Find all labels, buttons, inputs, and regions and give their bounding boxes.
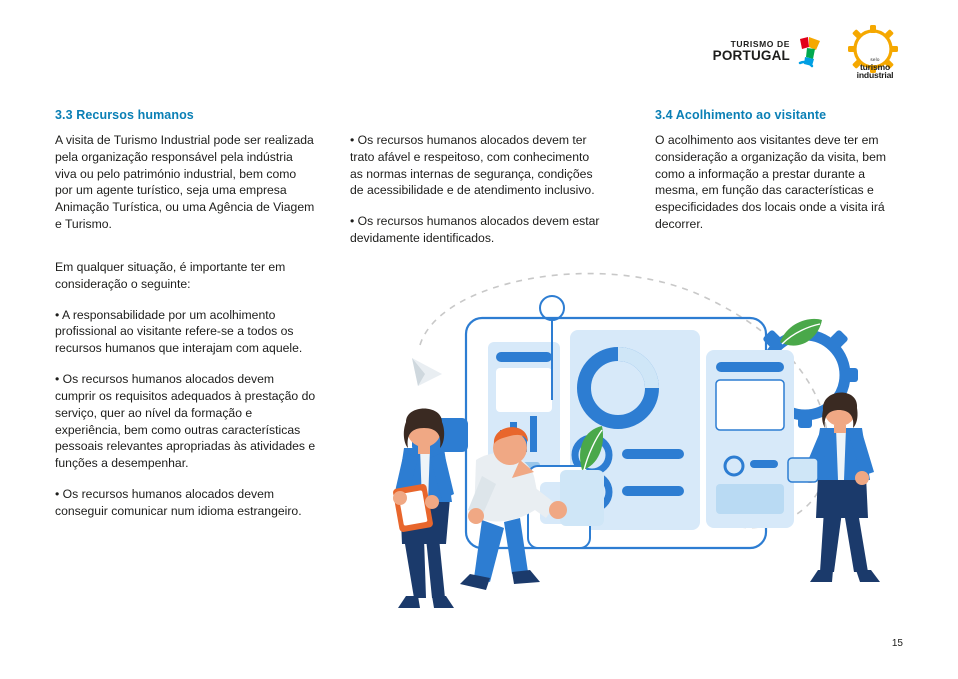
logo-ti-line2: turismo [859,61,891,72]
paragraph-right-1: O acolhimento aos visitantes deve ter em consideração a organização da visita, bem como a informação a prestar durante a mesma, em função das características e especificidades dos locais onde a visita irá decorrer. [655,133,887,232]
paragraph-middle-1: • Os recursos humanos alocados devem ter trato afável e respeitoso, com conhecimento as normas internas de segurança, condições de acessibilidade e de atendimento inclusivo. [350,133,595,198]
paragraph-left-3: • A responsabilidade por um acolhimento profissional ao visitante refere-se a todos os recursos humanos que interajam com aquele. [55,307,303,356]
logo-turismo-industrial [842,22,904,82]
paragraph-left-5: • Os recursos humanos alocados devem conseguir comunicar num idioma estrangeiro. [55,487,302,518]
column-middle [350,132,602,247]
logo-turismo-de-portugal [713,35,826,69]
portugal-flag-figure-icon [796,35,826,69]
paragraph-middle-2: • Os recursos humanos alocados devem estar devidamente identificados. [350,214,600,246]
paper-plane-icon [412,358,442,386]
column-left [55,108,317,520]
paragraph-left-1: A visita de Turismo Industrial pode ser realizada pela organização responsável pela indústria viva ou pelo património industrial, bem como por um agente turístico, seja uma empresa Animação Turística, ou uma Agência de Viagem e Turismo. [55,133,315,232]
paragraph-left-4: • Os recursos humanos alocados devem cumprir os requisitos adequados à prestação do serviço, quer ao nível da formação e experiência, bem como outras características pessoais relevantes apropriadas às atividades e funções a desempenhar. [55,372,316,471]
logo-ti-line3: industrial [856,70,894,81]
logo-tp-line1: TURISMO DE [730,39,790,50]
logo-ti-line1: selo [870,57,880,63]
section-title-3-3: 3.3 Recursos humanos [55,108,194,122]
paragraph-left-2: Em qualquer situação, é importante ter em consideração o seguinte: [55,259,286,291]
logo-turismo-de-portugal-text [713,40,790,63]
logo-turismo-industrial-text [852,58,898,80]
column-right [655,108,905,233]
business-people-dashboard-illustration [370,270,890,620]
section-title-3-4: 3.4 Acolhimento ao visitante [655,108,827,122]
page-number: 15 [891,638,903,649]
person-woman-left-illustration [392,409,468,609]
logo-tp-line2: PORTUGAL [712,48,790,64]
header-logos [713,22,904,82]
